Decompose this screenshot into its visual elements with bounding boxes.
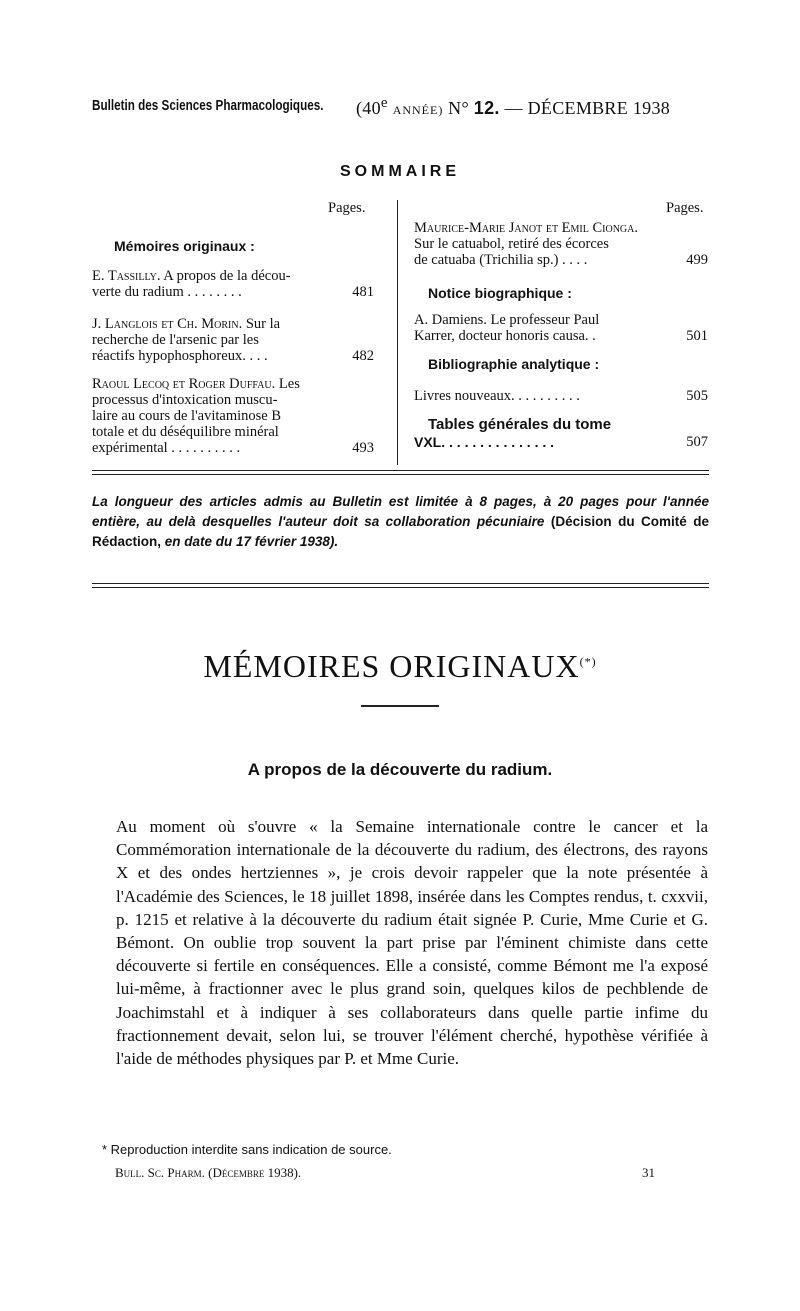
toc-page: 501 <box>686 328 708 344</box>
toc-text: Sur le catuabol, retiré des écorces <box>414 236 609 252</box>
page-footer <box>115 1165 655 1181</box>
toc-entry-7 <box>414 434 708 451</box>
notice-date: en date du 17 février 1938). <box>164 534 339 549</box>
rule-bottom-1 <box>92 583 709 584</box>
toc-text: Les <box>278 376 300 392</box>
section-tables: Tables générales du tome <box>428 416 612 433</box>
toc-text: verte du radium . . . . . . . . <box>92 284 242 300</box>
section-notice: Notice biographique : <box>428 285 572 301</box>
toc-text: A propos de la décou- <box>163 268 291 284</box>
toc-text: Karrer, docteur honoris causa. . <box>414 328 596 344</box>
footnote-mark: (*) <box>579 654 597 669</box>
column-divider <box>397 200 398 465</box>
notice-decision: (Décision du Comité de Rédaction, <box>92 514 709 549</box>
rule-bottom-2 <box>92 587 709 588</box>
notice-text: La longueur des articles admis au Bulletin est limitée à 8 pages, à 20 pages pour l'année entière, au delà desquelles l'auteur doit sa collaboration pécuniaire <box>92 494 709 529</box>
rule-top-1 <box>92 470 709 471</box>
issue-line <box>356 95 670 119</box>
pages-label-left: Pages. <box>328 200 366 216</box>
article-body: Au moment où s'ouvre « la Semaine internationale contre le cancer et la Commémoration internationale de la découverte du radium, des électrons, des rayons X et des ondes hertziennes », je crois devoir rappeler que la note présentée à l'Académie des Sciences, le 18 juillet 1898, insérée dans les Comptes rendus, t. cxxvii, p. 1215 et relative à la découverte du radium était signée P. Curie, Mme Curie et G. Bémont. On oublie trop souvent la part prise par l'éminent chimiste dans cette découverte si fertile en conséquences. Elle a consisté, comme Bémont me l'a exposé lui-même, à fractionner avec le plus grand soin, quelques kilos de pechblende de Joachimstahl et à indiquer à ses collaborateurs dans quelle partie infime du fractionnement devait, selon lui, se trouver l'élément cherché, hypothèse vérifiée à l'aide de méthodes physiques par P. et Mme Curie. <box>116 817 708 1069</box>
toc-page: 505 <box>686 388 708 404</box>
section-title <box>0 648 800 685</box>
toc-page: 499 <box>686 252 708 268</box>
toc-entry-3 <box>92 376 374 456</box>
section-bibliographie: Bibliographie analytique : <box>428 356 600 372</box>
toc-text: Sur la <box>245 316 281 332</box>
year-sup: e <box>380 95 388 111</box>
toc-page: 481 <box>352 284 374 300</box>
pages-label-right: Pages. <box>666 200 704 216</box>
toc-entry-4 <box>414 220 708 268</box>
toc-page: 493 <box>352 440 374 456</box>
number-label: N° <box>448 98 469 118</box>
toc-author: J. Langlois et Ch. Morin. <box>92 316 243 332</box>
sommaire-title: SOMMAIRE <box>340 163 460 180</box>
section-title-text: MÉMOIRES ORIGINAUX <box>203 648 580 684</box>
citation: Bull. Sc. Pharm. (Décembre 1938). <box>115 1165 302 1180</box>
toc-text: VXL. . . . . . . . . . . . . . . <box>414 434 555 450</box>
toc-text: A. Damiens. Le professeur Paul <box>414 312 600 328</box>
toc-text: totale et du déséquilibre minéral <box>92 424 279 440</box>
journal-title: Bulletin des Sciences Pharmacologiques. <box>92 97 324 114</box>
rule-top-2 <box>92 474 709 475</box>
section-memoires: Mémoires originaux : <box>114 238 255 254</box>
page-number: 31 <box>642 1165 655 1180</box>
toc-text: processus d'intoxication muscu- <box>92 392 278 408</box>
toc-author: Maurice-Marie Janot et Emil Cionga. <box>414 220 638 236</box>
title-rule <box>361 705 439 707</box>
editorial-notice <box>92 492 709 552</box>
toc-author: Raoul Lecoq et Roger Duffau. <box>92 376 276 392</box>
year-open: (40 <box>356 98 381 118</box>
toc-text: Livres nouveaux. . . . . . . . . . <box>414 388 580 404</box>
toc-page: 482 <box>352 348 374 364</box>
article-title: A propos de la découverte du radium. <box>247 760 553 779</box>
toc-author: E. Tassilly. <box>92 268 161 284</box>
toc-page: 507 <box>686 434 708 450</box>
toc-text: laire au cours de l'avitaminose B <box>92 408 282 424</box>
toc-entry-2 <box>92 316 374 364</box>
toc-entry-6 <box>414 388 708 404</box>
issue-number: 12. <box>473 98 500 118</box>
toc-entry-5 <box>414 312 708 344</box>
toc-text: recherche de l'arsenic par les <box>92 332 259 348</box>
year-word: ANNÉE) <box>392 103 444 117</box>
footnote: * Reproduction interdite sans indication de source. <box>102 1142 392 1157</box>
toc-entry-1 <box>92 268 374 300</box>
toc-text: expérimental . . . . . . . . . . <box>92 440 241 456</box>
toc-text: réactifs hypophosphoreux. . . . <box>92 348 268 364</box>
toc-text: de catuaba (Trichilia sp.) . . . . <box>414 252 588 268</box>
issue-date: — DÉCEMBRE 1938 <box>504 98 671 118</box>
